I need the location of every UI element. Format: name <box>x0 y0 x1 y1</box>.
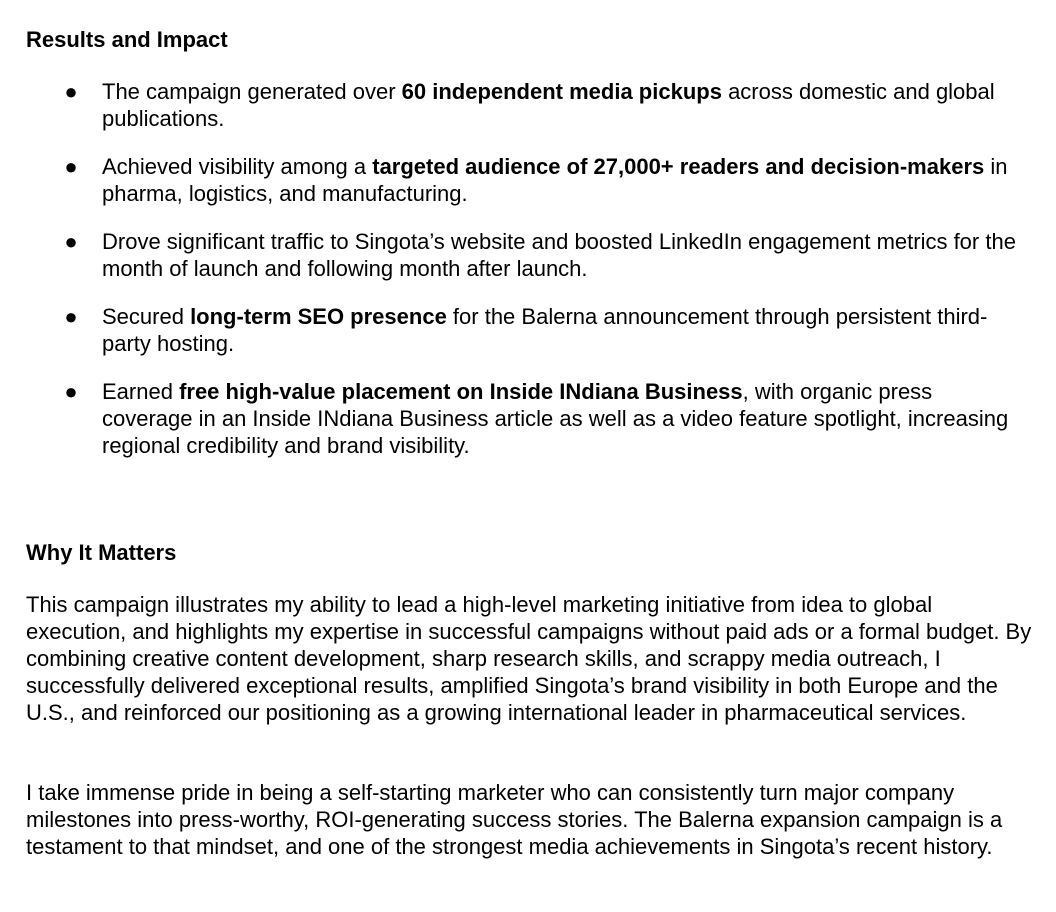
bullet-highlight-text: 60 independent media pickups <box>401 79 722 104</box>
bullet-text-segment: , with organic press coverage in an Inside INdiana Business article as well as a video feature spotlight, increasing regional credibility and brand visibility. <box>102 379 1009 458</box>
bullet-text-segment: The campaign generated over <box>102 79 402 104</box>
bullet-highlight-text: targeted audience of 27,000+ readers and decision-makers <box>372 154 985 179</box>
bullet-text-segment: Drove significant traffic to Singota’s website and boosted LinkedIn engagement metrics for the month of launch and following month after launch. <box>102 229 1016 281</box>
results-bullet-item <box>0 228 1056 282</box>
results-bullet-item <box>0 378 1056 459</box>
bullet-highlight-text: long-term SEO presence <box>190 304 447 329</box>
results-bullet-item <box>0 78 1056 132</box>
bullet-dot-icon: ● <box>64 154 78 179</box>
bullet-text-segment: Secured <box>102 304 191 329</box>
results-bullet-list <box>0 78 1056 480</box>
bullet-highlight-text: free high-value placement on Inside INdiana Business <box>179 379 743 404</box>
results-bullet-text <box>102 379 1008 458</box>
why-paragraph-2: I take immense pride in being a self-starting marketer who can consistently turn major company milestones into press-worthy, ROI-generating success stories. The Balerna expansion campaign is a testament to that mindset, and one of the strongest media achievements in Singota’s recent history. <box>26 780 1003 859</box>
bullet-dot-icon: ● <box>64 229 78 254</box>
bullet-dot-icon: ● <box>64 304 78 329</box>
results-heading: Results and Impact <box>26 27 228 52</box>
bullet-text-segment: Achieved visibility among a <box>102 154 373 179</box>
bullet-text-segment: in pharma, logistics, and manufacturing. <box>102 154 1008 206</box>
why-it-matters-heading: Why It Matters <box>26 540 177 565</box>
bullet-text-segment: for the Balerna announcement through persistent third-party hosting. <box>102 304 988 356</box>
results-bullet-text <box>102 79 995 131</box>
bullet-dot-icon: ● <box>64 79 78 104</box>
why-paragraph-1: This campaign illustrates my ability to lead a high-level marketing initiative from idea to global execution, and highlights my expertise in successful campaigns without paid ads or a formal budget. By combining creative content development, sharp research skills, and scrappy media outreach, I successfully delivered exceptional results, amplified Singota’s brand visibility in both Europe and the U.S., and reinforced our positioning as a growing international leader in pharmaceutical services. <box>26 592 1032 725</box>
results-bullet-text <box>102 229 1016 281</box>
results-bullet-text <box>102 154 1008 206</box>
results-bullet-item <box>0 303 1056 357</box>
bullet-text-segment: across domestic and global publications. <box>102 79 995 131</box>
results-bullet-item <box>0 153 1056 207</box>
bullet-dot-icon: ● <box>64 379 78 404</box>
results-bullet-text <box>102 304 987 356</box>
bullet-text-segment: Earned <box>102 379 180 404</box>
